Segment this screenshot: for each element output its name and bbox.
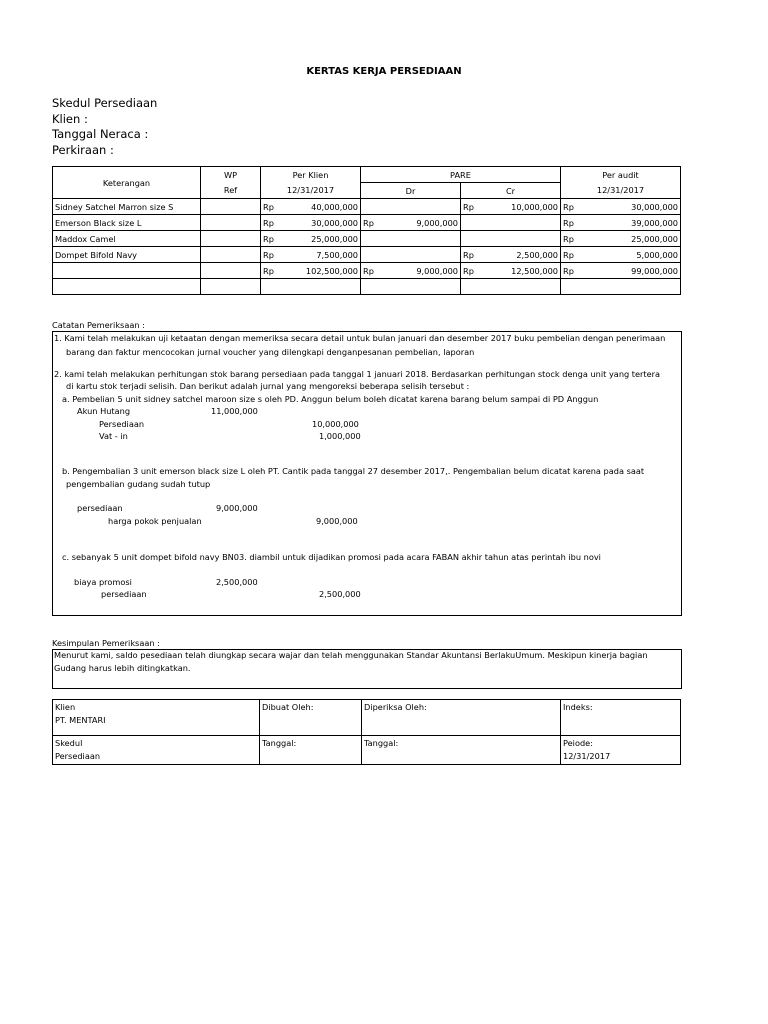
row-dr	[361, 199, 461, 215]
currency: Rp	[363, 217, 374, 228]
row-ref	[201, 231, 261, 247]
journal-account: persediaan	[101, 589, 147, 599]
col-keterangan: Keterangan	[53, 167, 201, 199]
empty-cell	[561, 279, 681, 295]
table-row	[53, 231, 681, 247]
journal-account: harga pokok penjualan	[108, 516, 202, 526]
catatan-p2-line1: 2. kami telah melakukan perhitungan stok barang persediaan pada tanggal 1 januari 2018. Berdasarkan perhitungan stock denga unit yang tertera	[54, 369, 661, 379]
cr-value: 10,000,000	[511, 201, 558, 212]
skedul-label: Skedul Persediaan	[52, 96, 158, 110]
table-total-row	[53, 263, 681, 279]
row-label: Maddox Camel	[53, 231, 201, 247]
currency: Rp	[463, 249, 474, 260]
skedul-value: Persediaan	[55, 751, 101, 761]
row-dr	[361, 215, 461, 231]
row-cr	[461, 247, 561, 263]
kesimpulan-heading: Kesimpulan Pemeriksaan :	[52, 638, 160, 648]
audit-value: 39,000,000	[631, 217, 678, 228]
journal-account: Vat - in	[99, 431, 128, 441]
journal-debit: 11,000,000	[211, 406, 258, 416]
table-row	[53, 199, 681, 215]
row-label: Dompet Bifold Navy	[53, 247, 201, 263]
total-dr	[361, 263, 461, 279]
periode-cell	[561, 736, 681, 765]
currency: Rp	[563, 265, 574, 276]
cr-value: 2,500,000	[516, 249, 558, 260]
col-pare: PARE	[361, 167, 561, 183]
total-dr-value: 9,000,000	[416, 265, 458, 276]
row-dr	[361, 231, 461, 247]
klien-cell	[53, 700, 260, 736]
catatan-c-line: c. sebanyak 5 unit dompet bifold navy BN03. diambil untuk dijadikan promosi pada acara FABAN akhir tahun atas perintah ibu novi	[62, 552, 601, 562]
row-audit	[561, 247, 681, 263]
col-per-klien: Per Klien	[261, 167, 361, 183]
table-header-row	[53, 167, 681, 183]
table-empty-row	[53, 279, 681, 295]
inventory-table	[52, 166, 681, 295]
currency: Rp	[463, 265, 474, 276]
catatan-p1-line1: 1. Kami telah melakukan uji ketaatan dengan memeriksa secara detail untuk bulan januari dan desember 2017 buku pembelian dengan penerimaan	[54, 333, 666, 343]
row-klien	[261, 231, 361, 247]
currency: Rp	[563, 233, 574, 244]
catatan-b-line2: pengembalian gudang sudah tutup	[66, 479, 211, 489]
empty-cell	[361, 279, 461, 295]
signoff-table	[52, 699, 681, 765]
kesimpulan-line2: Gudang harus lebih ditingkatkan.	[54, 663, 191, 673]
signoff-row	[53, 700, 681, 736]
row-label: Sidney Satchel Marron size S	[53, 199, 201, 215]
klien-value: 30,000,000	[311, 217, 358, 228]
col-per-audit: Per audit	[561, 167, 681, 183]
currency: Rp	[563, 201, 574, 212]
col-per-audit-date: 12/31/2017	[561, 183, 681, 199]
catatan-a-line: a. Pembelian 5 unit sidney satchel maroon size s oleh PD. Anggun belum boleh dicatat karena barang belum sampai di PD Anggun	[62, 394, 599, 404]
col-ref: Ref	[201, 183, 261, 199]
total-cr-value: 12,500,000	[511, 265, 558, 276]
journal-credit: 10,000,000	[312, 419, 359, 429]
currency: Rp	[263, 217, 274, 228]
empty-cell	[261, 279, 361, 295]
journal-debit: 2,500,000	[216, 577, 258, 587]
tanggal-cell: Tanggal:	[362, 736, 561, 765]
periode-label: Peiode:	[563, 738, 593, 748]
klien-label: Klien	[55, 702, 76, 712]
row-cr	[461, 231, 561, 247]
col-per-klien-date: 12/31/2017	[261, 183, 361, 199]
diperiksa-cell: Diperiksa Oleh:	[362, 700, 561, 736]
perkiraan-label: Perkiraan :	[52, 143, 114, 157]
journal-account: biaya promosi	[74, 577, 132, 587]
catatan-b-line1: b. Pengembalian 3 unit emerson black size L oleh PT. Cantik pada tanggal 27 desember 2017,. Pengembalian belum dicatat karena pada saat	[62, 466, 645, 476]
signoff-row	[53, 736, 681, 765]
indeks-cell: Indeks:	[561, 700, 681, 736]
klien-value: 7,500,000	[316, 249, 358, 260]
journal-credit: 1,000,000	[319, 431, 361, 441]
klien-value: PT. MENTARI	[55, 715, 106, 725]
tanggal-cell: Tanggal:	[260, 736, 362, 765]
catatan-p2-line2: di kartu stok terjadi selisih. Dan berikut adalah jurnal yang mengoreksi beberapa selisih tersebut :	[66, 381, 470, 391]
dr-value: 9,000,000	[416, 217, 458, 228]
audit-value: 30,000,000	[631, 201, 678, 212]
row-ref	[201, 247, 261, 263]
audit-value: 5,000,000	[636, 249, 678, 260]
total-audit	[561, 263, 681, 279]
currency: Rp	[363, 265, 374, 276]
row-ref	[201, 199, 261, 215]
klien-label: Klien :	[52, 112, 88, 126]
kesimpulan-line1: Menurut kami, saldo pesediaan telah diungkap secara wajar dan telah menggunakan Standar Akuntansi BerlakuUmum. Meskipun kinerja bagian	[54, 650, 648, 660]
currency: Rp	[263, 233, 274, 244]
empty-cell	[461, 279, 561, 295]
tanggal-neraca-label: Tanggal Neraca :	[52, 127, 149, 141]
journal-account: persediaan	[77, 503, 123, 513]
currency: Rp	[263, 201, 274, 212]
catatan-p1-line2: barang dan faktur mencocokan jurnal voucher yang dilengkapi denganpesanan pembelian, laporan	[66, 347, 475, 357]
currency: Rp	[263, 249, 274, 260]
row-klien	[261, 215, 361, 231]
klien-value: 25,000,000	[311, 233, 358, 244]
journal-debit: 9,000,000	[216, 503, 258, 513]
total-audit-value: 99,000,000	[631, 265, 678, 276]
empty-cell	[53, 279, 201, 295]
row-klien	[261, 199, 361, 215]
total-klien-value: 102,500,000	[305, 265, 358, 276]
row-audit	[561, 215, 681, 231]
total-klien	[261, 263, 361, 279]
row-label: Emerson Black size L	[53, 215, 201, 231]
journal-account: Persediaan	[99, 419, 145, 429]
table-row	[53, 215, 681, 231]
table-row	[53, 247, 681, 263]
empty-cell	[201, 279, 261, 295]
row-klien	[261, 247, 361, 263]
klien-value: 40,000,000	[311, 201, 358, 212]
row-dr	[361, 247, 461, 263]
journal-account: Akun Hutang	[77, 406, 131, 416]
skedul-label: Skedul	[55, 738, 83, 748]
currency: Rp	[563, 217, 574, 228]
periode-value: 12/31/2017	[563, 751, 611, 761]
col-dr: Dr	[361, 183, 461, 199]
currency: Rp	[463, 201, 474, 212]
row-audit	[561, 231, 681, 247]
journal-credit: 9,000,000	[316, 516, 358, 526]
row-ref	[201, 215, 261, 231]
currency: Rp	[263, 265, 274, 276]
col-cr: Cr	[461, 183, 561, 199]
audit-value: 25,000,000	[631, 233, 678, 244]
journal-credit: 2,500,000	[319, 589, 361, 599]
col-wp: WP	[201, 167, 261, 183]
dibuat-cell: Dibuat Oleh:	[260, 700, 362, 736]
row-cr	[461, 215, 561, 231]
skedul-cell	[53, 736, 260, 765]
total-ref	[201, 263, 261, 279]
page-title: KERTAS KERJA PERSEDIAAN	[306, 66, 462, 77]
row-audit	[561, 199, 681, 215]
total-label	[53, 263, 201, 279]
row-cr	[461, 199, 561, 215]
currency: Rp	[563, 249, 574, 260]
catatan-heading: Catatan Pemeriksaan :	[52, 320, 145, 330]
total-cr	[461, 263, 561, 279]
